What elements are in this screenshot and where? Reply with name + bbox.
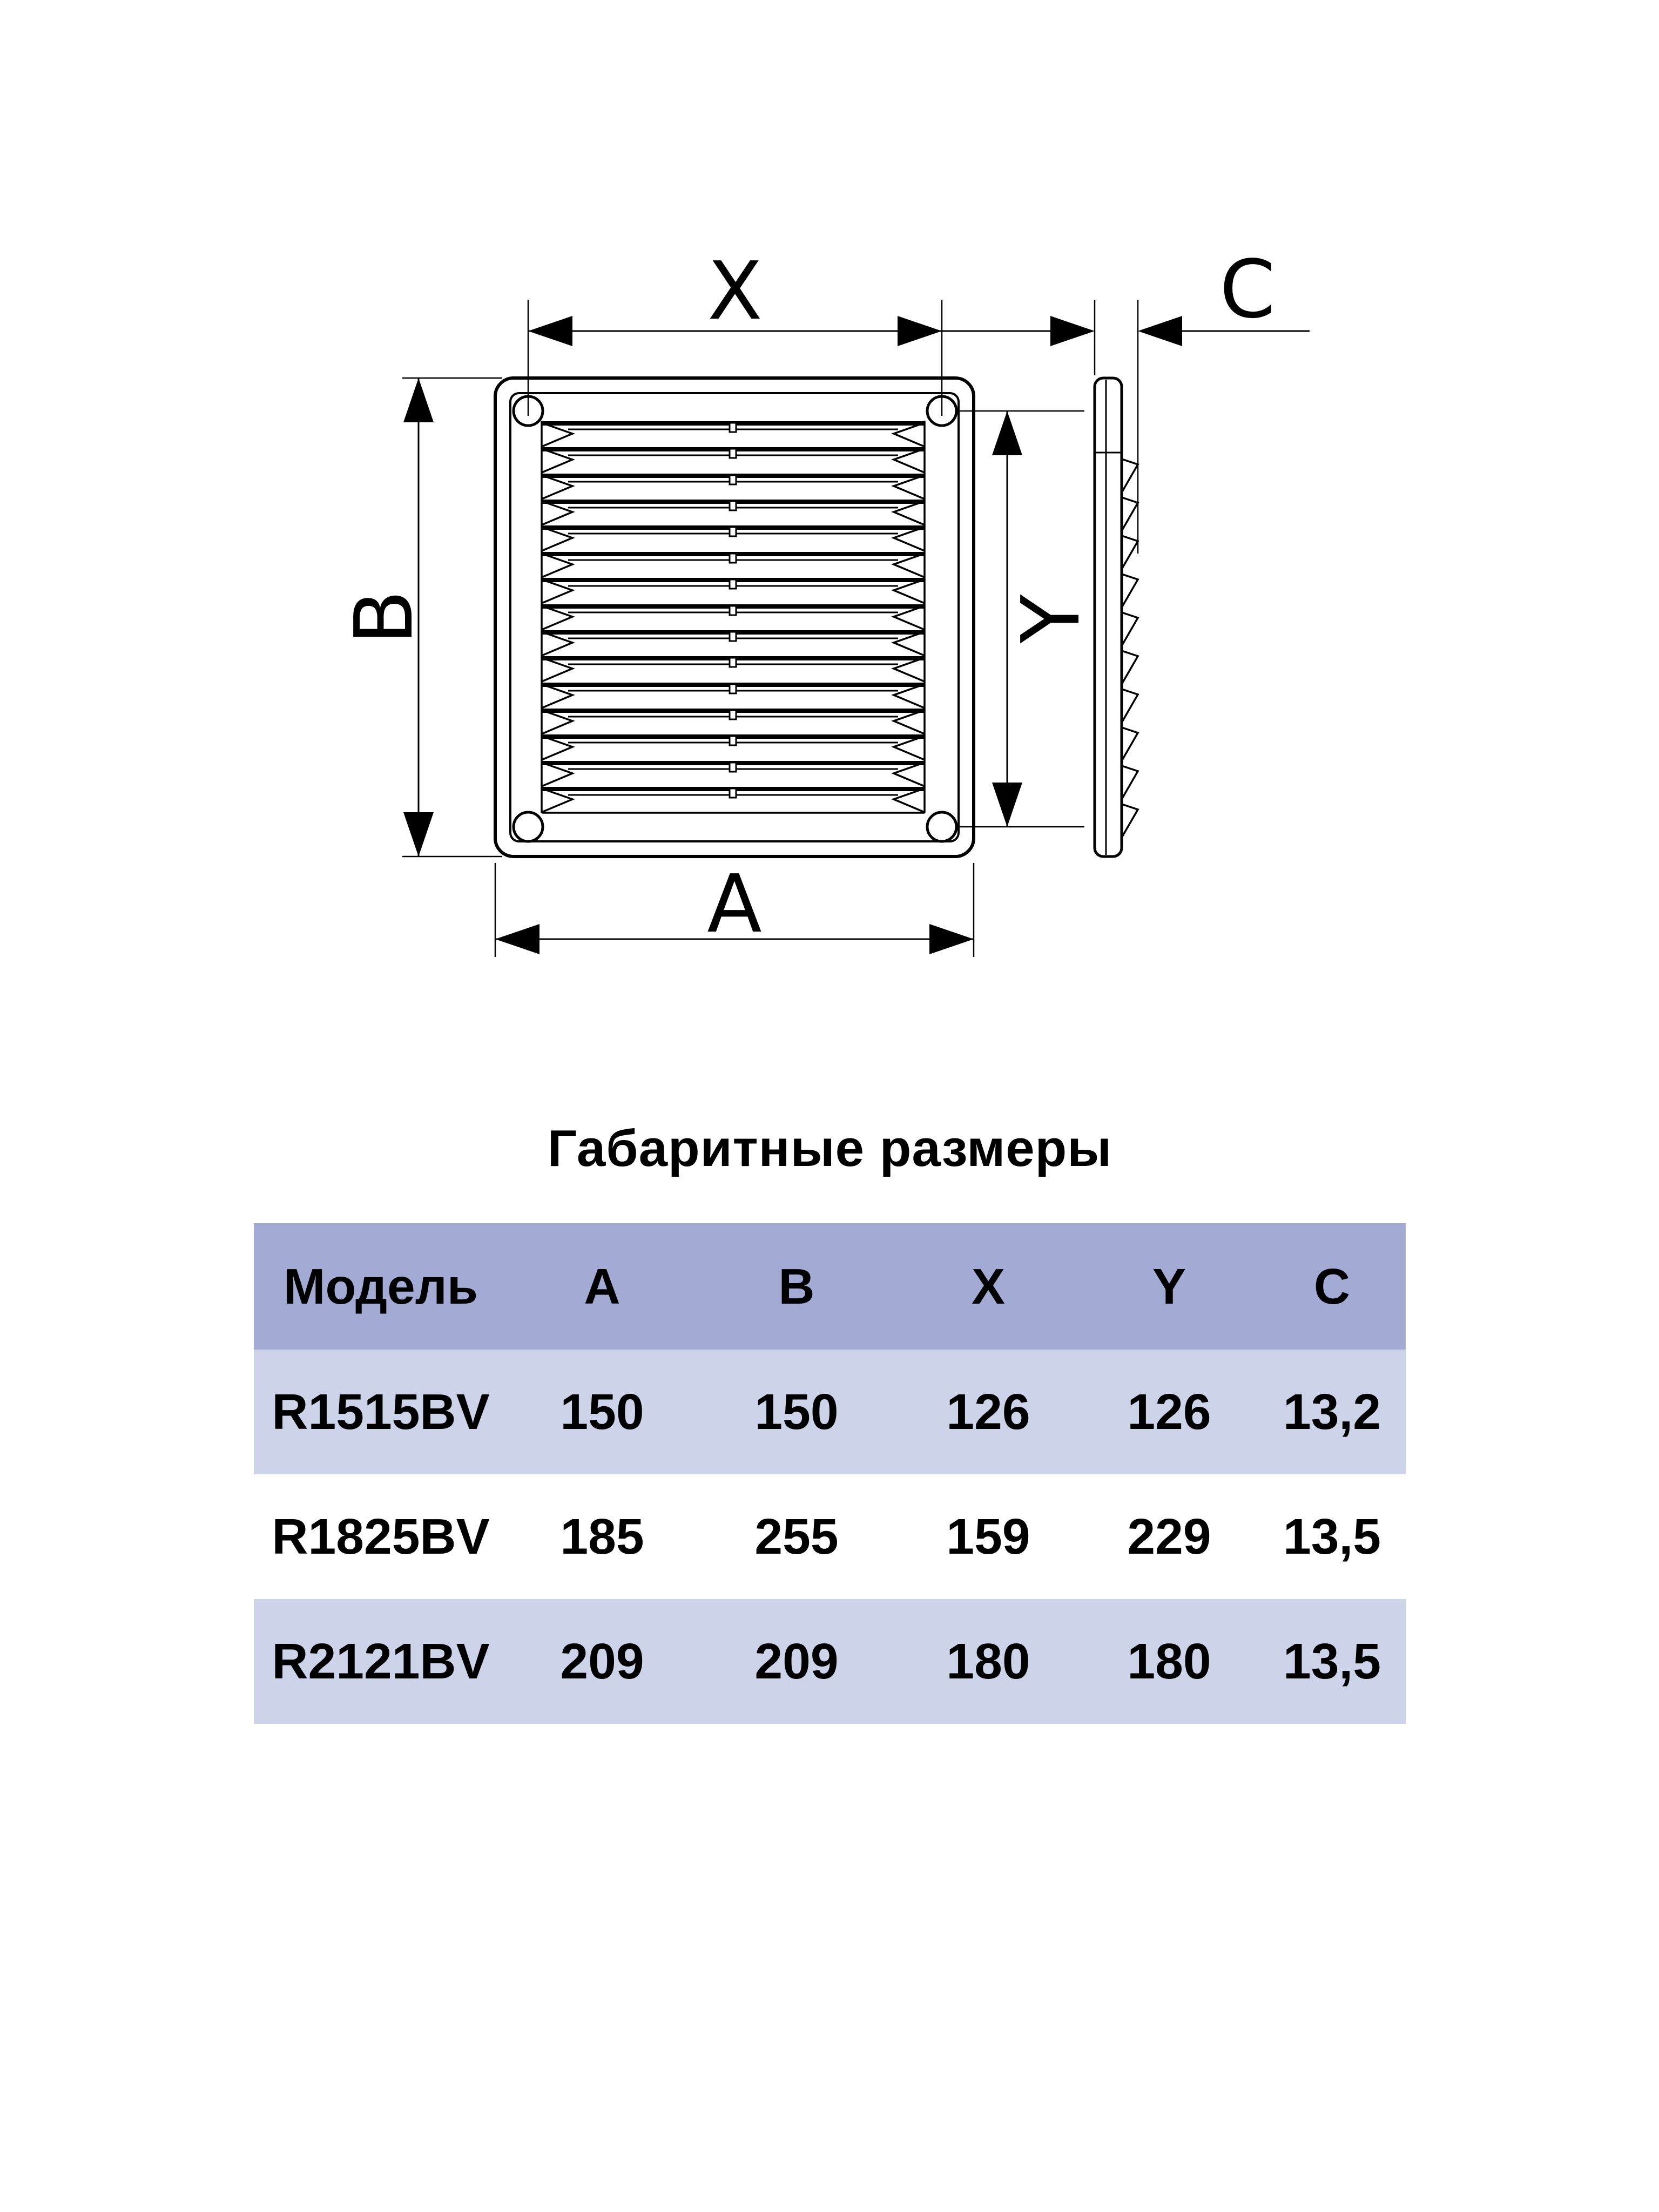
screw-holes [514, 396, 956, 841]
dim-label-y: Y [1004, 594, 1097, 644]
cell-c: 13,5 [1283, 1508, 1381, 1564]
dimension-c [942, 243, 1310, 554]
cell-b: 150 [754, 1384, 839, 1440]
table-header-row [254, 1223, 1406, 1350]
cell-x: 159 [946, 1508, 1030, 1564]
cell-model: R1825BV [272, 1508, 490, 1564]
dimension-x [528, 245, 942, 416]
grille-side-view [1095, 378, 1138, 857]
cell-b: 255 [754, 1508, 839, 1564]
cell-a: 209 [560, 1633, 644, 1689]
dimension-y [956, 411, 1097, 827]
cell-a: 150 [560, 1384, 644, 1440]
grille-front-view [495, 378, 974, 857]
cell-model: R2121BV [272, 1633, 490, 1689]
dimension-a [495, 858, 974, 957]
side-view-teeth [1122, 459, 1138, 838]
cell-x: 180 [946, 1633, 1030, 1689]
header-cell-a: A [584, 1258, 621, 1314]
table-row [254, 1599, 1406, 1724]
cell-y: 229 [1127, 1508, 1211, 1564]
header-cell-y: Y [1152, 1258, 1186, 1314]
louver-slats [542, 423, 925, 812]
cell-y: 180 [1127, 1633, 1211, 1689]
cell-model: R1515BV [272, 1384, 490, 1440]
cell-c: 13,5 [1283, 1633, 1381, 1689]
dim-label-x: X [707, 245, 763, 338]
table-row [254, 1350, 1406, 1474]
cell-a: 185 [560, 1508, 644, 1564]
cell-c: 13,2 [1283, 1384, 1381, 1440]
header-cell-b: B [778, 1258, 815, 1314]
cell-b: 209 [754, 1633, 839, 1689]
cell-y: 126 [1127, 1384, 1211, 1440]
dim-label-a: A [707, 858, 762, 950]
cell-x: 126 [946, 1384, 1030, 1440]
table-row [254, 1474, 1406, 1599]
dimension-b [338, 378, 502, 857]
section-title: Габаритные размеры [547, 1120, 1112, 1177]
header-cell-model: Модель [283, 1258, 478, 1314]
dimensions-table [254, 1223, 1406, 1724]
dim-label-b: B [338, 590, 430, 645]
header-cell-c: C [1313, 1258, 1351, 1314]
header-cell-x: X [971, 1258, 1006, 1314]
dim-label-c: C [1219, 243, 1276, 336]
